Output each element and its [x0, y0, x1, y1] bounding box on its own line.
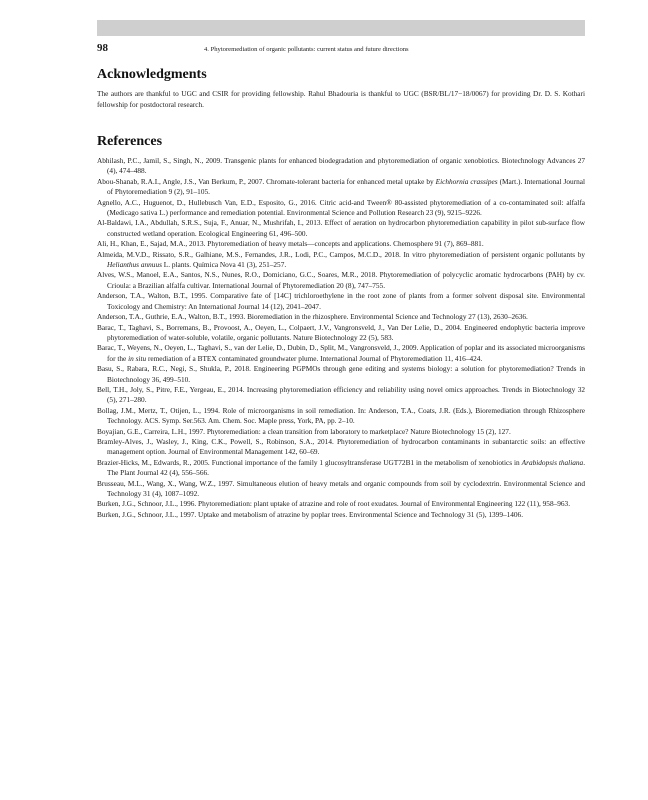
page	[97, 20, 585, 520]
reference-item: Brusseau, M.L., Wang, X., Wang, W.Z., 1997. Simultaneous elution of heavy metals and organic compounds from soil by cyclodextrin. Environmental Science and Technology 31 (4), 1087–1092.	[97, 478, 585, 498]
reference-item: Al-Baldawi, I.A., Abdullah, S.R.S., Suja, F., Anuar, N., Mushrifah, I., 2013. Effect of aeration on hydrocarbon phytoremediation capability in pilot sub-surface flow constructed wetland operation. Ecological Engineering 61, 496–500.	[97, 218, 585, 238]
reference-text: (Mart.). International Journal of Phytoremediation 9 (2), 91–105.	[107, 176, 585, 197]
reference-item	[97, 177, 585, 198]
reference-item	[97, 458, 585, 479]
reference-item: Anderson, T.A., Guthrie, E.A., Walton, B.T., 1993. Bioremediation in the rhizosphere. Environmental Science and Technology 27 (13), 2630–2636.	[97, 312, 528, 322]
reference-item: Burken, J.G., Schnoor, J.L., 1997. Uptake and metabolism of atrazine by poplar trees. Environmental Science and Technology 31 (5), 1399–1406.	[97, 509, 524, 519]
reference-item: Anderson, T.A., Walton, B.T., 1995. Comparative fate of [14C] trichloroethylene in the root zone of plants from a former solvent disposal site. Environmental Toxicology and Chemistry: An International Journal 14 (12), 2041–2047.	[97, 291, 585, 311]
references-heading: References	[97, 134, 163, 149]
reference-item: Bollag, J.M., Mertz, T., Otijen, L., 1994. Role of microorganisms in soil remediation. In: Anderson, T.A., Coats, J.R. (Eds.), Bioremediation through Rhizosphere Technology. ACS. Symp. Ser.563. Am. Chem. Soc. Maple press, York, PA, pp. 2–10.	[97, 405, 585, 426]
reference-text: remediation of a BTEX contaminated groundwater plume. International Journal of Phytoremediation 11, 416–424.	[146, 353, 483, 363]
reference-item: Barac, T., Taghavi, S., Borremans, B., Provoost, A., Oeyen, L., Colpaert, J.V., Vangronsveld, J., Van Der Lelie, D., 2004. Engineered endophytic bacteria improve phytoremediation of water-soluble, volatile, organic pollutants. Nature Biotechnology 22 (5), 583.	[97, 322, 585, 342]
reference-item: Bramley-Alves, J., Wasley, J., King, C.K., Powell, S., Robinson, S.A., 2014. Phytoremediation of hydrocarbon contaminants in subantarctic soils: an effective management option. Journal of Environmental Management 142, 60–69.	[97, 436, 585, 457]
reference-item	[97, 250, 585, 271]
page-number: 98	[97, 42, 108, 54]
reference-item: Alves, W.S., Manoel, E.A., Santos, N.S., Nunes, R.O., Domiciano, G.C., Soares, M.R., 2018. Phytoremediation of polycyclic aromatic hydrocarbons (PAH) by cv. Crioula: a Brazilian alfalfa cultivar. International Journal of Phytoremediation 20 (8), 747–755.	[97, 270, 585, 290]
reference-italic-term: Helianthus annuus	[107, 260, 162, 270]
reference-item: Abhilash, P.C., Jamil, S., Singh, N., 2009. Transgenic plants for enhanced biodegradation and phytoremediation of organic xenobiotics. Biotechnology Advances 27 (4), 474–488.	[97, 156, 585, 176]
reference-item	[97, 343, 585, 364]
reference-item: Boyajian, G.E., Carreira, L.H., 1997. Phytoremediation: a clean transition from laboratory to marketplace? Nature Biotechnology 15 (2), 127.	[97, 426, 511, 436]
reference-italic-term: Eichhornia crassipes	[435, 176, 498, 186]
reference-item: Bell, T.H., Joly, S., Pitre, F.E., Yergeau, E., 2014. Increasing phytoremediation efficiency and reliability using novel omics approaches. Trends in Biotechnology 32 (5), 271–280.	[97, 384, 585, 405]
header-bar	[97, 20, 585, 36]
reference-item: Burken, J.G., Schnoor, J.L., 1996. Phytoremediation: plant uptake of atrazine and role of root exudates. Journal of Environmental Engineering 122 (11), 958–963.	[97, 499, 571, 509]
running-head	[97, 42, 585, 54]
references-list	[97, 156, 585, 520]
acknowledgments-heading: Acknowledgments	[97, 67, 207, 82]
reference-italic-term: Arabidopsis thaliana	[521, 457, 584, 467]
reference-text: Almeida, M.V.D., Rissato, S.R., Galhiane, M.S., Fernandes, J.R., Lodi, P.C., Campos, M.C.D., 2018. In vitro phytoremediation of persistent organic pollutants by	[97, 249, 585, 259]
reference-text: . The Plant Journal 42 (4), 556–566.	[107, 457, 586, 478]
reference-item: Agnello, A.C., Huguenot, D., Hullebusch Van, E.D., Esposito, G., 2016. Citric acid-and Tween® 80-assisted phytoremediation of a co-contaminated soil: alfalfa (Medicago sativa L.) performance and remediation potential. Environmental Science and Pollution Research 23 (9), 9215–9226.	[97, 197, 585, 218]
reference-text: Brazier-Hicks, M., Edwards, R., 2005. Functional importance of the family 1 glucosyltransferase UGT72B1 in the metabolism of xenobiotics in	[97, 457, 522, 467]
acknowledgments-text: The authors are thankful to UGC and CSIR for providing fellowship. Rahul Bhadouria is thankful to UGC (BSR/BL/17−18/0067) for providing Dr. D. S. Kothari fellowship for postdoctoral research.	[97, 89, 585, 109]
reference-item: Basu, S., Rabara, R.C., Negi, S., Shukla, P., 2018. Engineering PGPMOs through gene editing and systems biology: a solution for phytoremediation? Trends in Biotechnology 36, 499–510.	[97, 364, 585, 384]
reference-text: Abou-Shanab, R.A.I., Angle, J.S., Van Berkum, P., 2007. Chromate-tolerant bacteria for enhanced metal uptake by	[97, 176, 436, 186]
reference-text: L. plants. Química Nova 41 (3), 251–257.	[161, 260, 287, 270]
chapter-title: 4. Phytoremediation of organic pollutants: current status and future directions	[204, 46, 409, 53]
reference-italic-term: in situ	[128, 353, 147, 363]
reference-item: Ali, H., Khan, E., Sajad, M.A., 2013. Phytoremediation of heavy metals—concepts and applications. Chemosphere 91 (7), 869–881.	[97, 239, 484, 249]
reference-text: Barac, T., Weyens, N., Oeyen, L., Taghavi, S., van der Lelie, D., Dubin, D., Split, M., Vangronsveld, J., 2009. Application of poplar and its associated microorganisms for the	[97, 343, 585, 363]
